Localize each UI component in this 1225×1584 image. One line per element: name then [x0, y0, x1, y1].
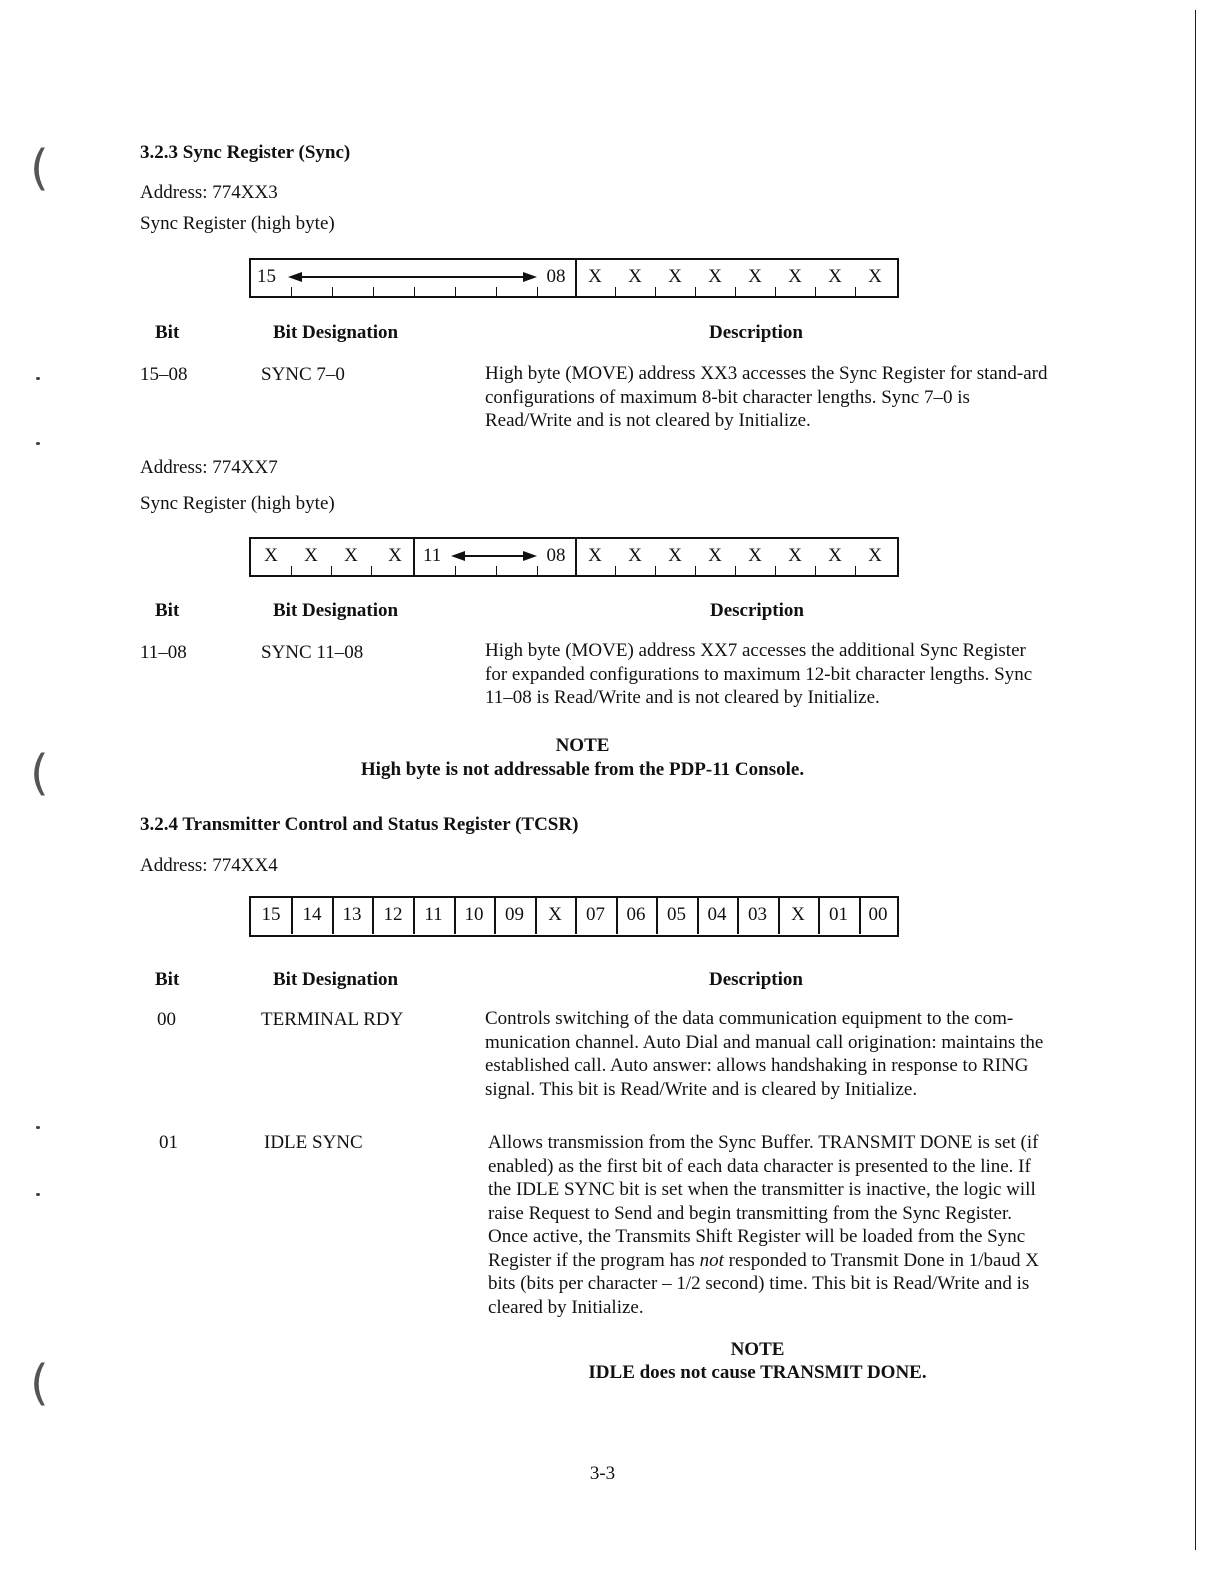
register-bit-cell: 03 — [748, 904, 767, 925]
address-label-xx3: Address: 774XX3 — [140, 182, 278, 203]
bit-tick — [371, 566, 372, 575]
bit-tick — [655, 566, 656, 575]
row-bit-designation: SYNC 7–0 — [261, 364, 345, 385]
bit-tick — [775, 287, 776, 296]
row-description: High byte (MOVE) address XX7 accesses the additional Sync Register for expanded configurations to maximum 12-bit character lengths. Sync 11–08 is Read/Write and is not cleared by Initialize. — [485, 640, 1033, 708]
register-bit-cell: 11 — [424, 904, 443, 925]
sync-register-diagram-b — [249, 537, 899, 577]
register-bit-cell: 13 — [342, 904, 362, 925]
speck-mark — [36, 442, 40, 445]
bit-tick — [455, 566, 456, 575]
row-description-part: responded to Transmit Done in 1/baud X bits (bits per character – 1/2 second) time. This bit is Read/Write and is cleared by Initialize. — [488, 1249, 1039, 1318]
column-header-bit-designation: Bit Designation — [273, 969, 399, 990]
bit-tick — [291, 566, 292, 575]
bit-x: X — [588, 266, 602, 287]
register-bit-cell: 10 — [464, 904, 484, 925]
section-heading-sync-register: 3.2.3 Sync Register (Sync) — [140, 142, 351, 163]
register-bit-cell: 05 — [667, 904, 686, 925]
speck-mark — [36, 377, 40, 380]
row-description-emphasis: not — [699, 1249, 724, 1271]
column-header-description: Description — [709, 322, 803, 343]
binder-hole-mark-bottom: ( — [30, 1355, 49, 1411]
column-header-description: Description — [710, 600, 804, 621]
bit-tick — [615, 287, 616, 296]
bit-x: X — [708, 266, 722, 287]
register-bit-cell: 04 — [707, 904, 727, 925]
bit-tick — [695, 566, 696, 575]
register-subtitle-b: Sync Register (high byte) — [140, 493, 335, 514]
bit-tick — [537, 566, 538, 575]
bit-tick — [373, 287, 374, 296]
bit-tick — [695, 287, 696, 296]
row-bit: 11–08 — [140, 642, 187, 663]
nibble-divider — [413, 539, 415, 575]
arrow-right-icon — [523, 551, 537, 561]
note-text: High byte is not addressable from the PDP-11 Console. — [360, 759, 805, 780]
register-bit-cell: X — [791, 904, 805, 925]
bit-x: X — [748, 545, 762, 566]
row-bit: 00 — [157, 1009, 176, 1030]
bit-x: X — [868, 545, 882, 566]
bit-tick — [735, 566, 736, 575]
column-header-bit: Bit — [155, 969, 180, 990]
row-bit-designation: TERMINAL RDY — [261, 1009, 404, 1030]
row-description — [488, 1131, 1053, 1319]
speck-mark — [36, 1126, 40, 1129]
bit-x: X — [388, 545, 402, 566]
bit-x: X — [628, 545, 642, 566]
register-bit-cell: 15 — [261, 904, 281, 925]
column-header-bit-designation: Bit Designation — [273, 600, 399, 621]
bit-range-end: 08 — [546, 545, 566, 566]
register-bit-cell: 07 — [586, 904, 605, 925]
bit-tick — [331, 566, 332, 575]
bit-range-arrow — [463, 555, 525, 557]
bit-x: X — [628, 266, 642, 287]
bit-tick — [496, 287, 497, 296]
row-description: High byte (MOVE) address XX3 accesses the Sync Register for stand-ard configurations of maximum 8-bit character lengths. Sync 7–0 is Read/Write and is not cleared by Initialize. — [485, 363, 1048, 431]
bit-range-end: 08 — [546, 266, 566, 287]
page-margin-rule — [1195, 10, 1196, 1550]
bit-tick — [537, 287, 538, 296]
register-bit-cell: 09 — [505, 904, 524, 925]
bit-x: X — [748, 266, 762, 287]
row-bit: 15–08 — [140, 364, 188, 385]
bit-tick — [496, 566, 497, 575]
bit-tick — [655, 287, 656, 296]
bit-x: X — [788, 266, 802, 287]
speck-mark — [36, 1193, 40, 1196]
bit-x: X — [668, 266, 682, 287]
bit-tick — [815, 287, 816, 296]
bit-range-start: 15 — [257, 266, 276, 287]
tcsr-register-diagram — [249, 896, 899, 937]
bit-x: X — [828, 266, 842, 287]
register-bit-cell: X — [548, 904, 562, 925]
note-title: NOTE — [730, 1339, 785, 1360]
bit-tick — [855, 287, 856, 296]
bit-x: X — [708, 545, 722, 566]
note-text: IDLE does not cause TRANSMIT DONE. — [588, 1362, 927, 1383]
register-bit-cell: 06 — [626, 904, 646, 925]
row-bit-designation: SYNC 11–08 — [261, 642, 364, 663]
section-heading-tcsr: 3.2.4 Transmitter Control and Status Register (TCSR) — [140, 814, 579, 835]
arrow-right-icon — [523, 272, 537, 282]
bit-tick — [455, 287, 456, 296]
bit-x: X — [304, 545, 318, 566]
bit-range-arrow — [299, 276, 525, 278]
sync-register-diagram-a — [249, 258, 899, 298]
register-subtitle-a: Sync Register (high byte) — [140, 213, 335, 234]
binder-hole-mark-top: ( — [30, 140, 49, 196]
column-header-bit: Bit — [155, 600, 180, 621]
bit-x: X — [868, 266, 882, 287]
address-label-xx7: Address: 774XX7 — [140, 457, 278, 478]
bit-x: X — [264, 545, 278, 566]
column-header-bit: Bit — [155, 322, 180, 343]
bit-tick — [855, 566, 856, 575]
register-bit-cell: 00 — [868, 904, 888, 925]
bit-tick — [291, 287, 292, 296]
address-label-xx4: Address: 774XX4 — [140, 855, 278, 876]
bit-x: X — [344, 545, 358, 566]
bit-tick — [775, 566, 776, 575]
bit-tick — [332, 287, 333, 296]
binder-hole-mark-middle: ( — [30, 745, 49, 801]
bit-x: X — [668, 545, 682, 566]
page-number: 3-3 — [589, 1463, 616, 1484]
row-bit: 01 — [159, 1132, 178, 1153]
column-header-bit-designation: Bit Designation — [273, 322, 399, 343]
register-bit-cell: 12 — [383, 904, 403, 925]
register-bit-cell: 14 — [302, 904, 322, 925]
bit-tick — [615, 566, 616, 575]
bit-tick — [414, 287, 415, 296]
bit-tick — [735, 287, 736, 296]
bit-x: X — [788, 545, 802, 566]
bit-tick — [815, 566, 816, 575]
note-title: NOTE — [555, 735, 610, 756]
bit-x: X — [588, 545, 602, 566]
row-bit-designation: IDLE SYNC — [264, 1132, 363, 1153]
row-description: Controls switching of the data communication equipment to the com-munication channel. Auto Dial and manual call origination: maintains the established call. Auto answer: allows handshaking in response to RING signal. This bit is Read/Write and is cleared by Initialize. — [485, 1008, 1044, 1100]
register-bit-cell: 01 — [829, 904, 848, 925]
bit-range-start: 11 — [423, 545, 442, 566]
bit-x: X — [828, 545, 842, 566]
row-description-part: Allows transmission from the Sync Buffer. TRANSMIT DONE is set (if enabled) as the first bit of each data character is presented to the line. If the IDLE SYNC bit is set when the transmitter is inactive, the logic will raise Request to Send and begin transmitting from the Sync Register. Once active, the Transmits Shift Register will be loaded from the Sync Register if the program has — [488, 1132, 1039, 1271]
column-header-description: Description — [709, 969, 803, 990]
